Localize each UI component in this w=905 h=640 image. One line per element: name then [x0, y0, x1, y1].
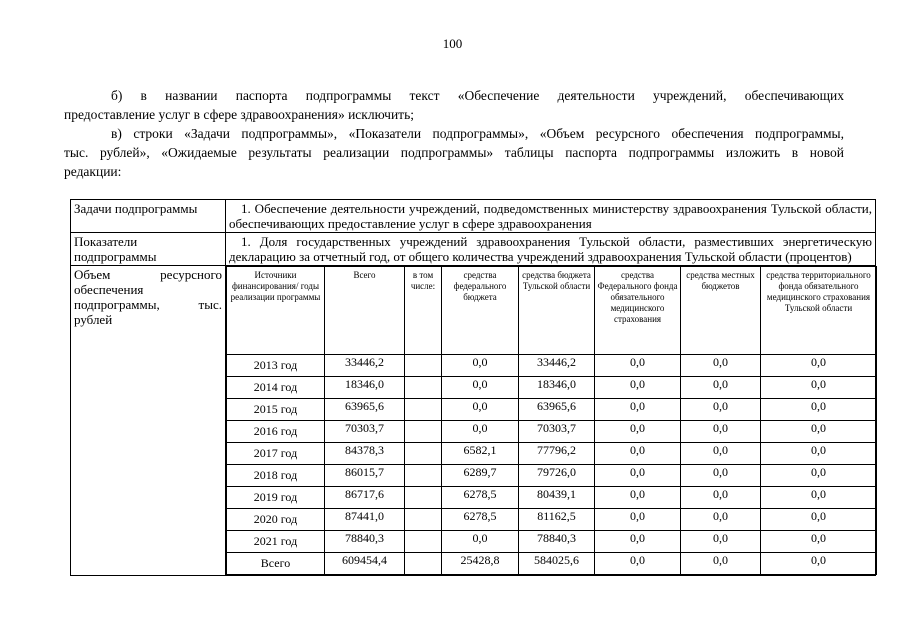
year-cell: 2018 год — [227, 465, 325, 487]
tasks-row — [71, 200, 876, 233]
tfoms-cell: 0,0 — [761, 443, 877, 465]
table-row — [227, 421, 877, 443]
regional-cell: 81162,5 — [519, 509, 595, 531]
regional-cell: 18346,0 — [519, 377, 595, 399]
empty-cell — [405, 355, 442, 377]
indicators-text: 1. Доля государственных учреждений здравоохранения Тульской области, разместивших энергетическую декларацию за отчетный год, от общего количества учреждений здравоохранения Тульской области (процентов) — [226, 233, 876, 266]
federal-cell: 0,0 — [442, 399, 519, 421]
total-cell: 33446,2 — [325, 355, 405, 377]
local-cell: 0,0 — [681, 355, 761, 377]
regional-cell: 70303,7 — [519, 421, 595, 443]
ffoms-cell: 0,0 — [595, 465, 681, 487]
header-federal-fund: средства Федерального фонда обязательного медицинского страхования — [595, 267, 681, 355]
header-territorial-fund: средства территориального фонда обязательного медицинского страхования Тульской области — [761, 267, 877, 355]
ffoms-cell: 0,0 — [595, 377, 681, 399]
tfoms-cell: 0,0 — [761, 465, 877, 487]
ffoms-cell: 0,0 — [595, 531, 681, 553]
paragraph-b-line-2: предоставление услуг в сфере здравоохранения» исключить; — [64, 107, 414, 122]
empty-cell — [405, 531, 442, 553]
year-cell: 2016 год — [227, 421, 325, 443]
indicators-row — [71, 233, 876, 266]
regional-cell: 78840,3 — [519, 531, 595, 553]
federal-cell: 0,0 — [442, 531, 519, 553]
resources-cell — [226, 266, 876, 576]
header-source: Источники финансирования/ годы реализации программы — [227, 267, 325, 355]
regional-cell: 63965,6 — [519, 399, 595, 421]
year-cell: 2017 год — [227, 443, 325, 465]
header-total: Всего — [325, 267, 405, 355]
header-local: средства местных бюджетов — [681, 267, 761, 355]
tfoms-cell: 0,0 — [761, 377, 877, 399]
regional-cell: 77796,2 — [519, 443, 595, 465]
year-cell: 2014 год — [227, 377, 325, 399]
resources-row — [71, 266, 876, 576]
paragraph-v-line-1: в) строки «Задачи подпрограммы», «Показатели подпрограммы», «Объем ресурсного обеспечения подпрограммы, — [111, 126, 844, 141]
paragraph-v-line-2: тыс. рублей», «Ожидаемые результаты реализации подпрограммы» таблицы паспорта подпрограммы изложить в новой — [64, 145, 844, 160]
ffoms-cell: 0,0 — [595, 399, 681, 421]
header-including: в том числе: — [405, 267, 442, 355]
year-cell: 2013 год — [227, 355, 325, 377]
regional-cell: 80439,1 — [519, 487, 595, 509]
federal-cell: 0,0 — [442, 355, 519, 377]
financing-table — [226, 266, 877, 575]
empty-cell — [405, 399, 442, 421]
empty-cell — [405, 465, 442, 487]
tfoms-cell: 0,0 — [761, 509, 877, 531]
paragraph-v — [64, 124, 844, 181]
local-cell: 0,0 — [681, 443, 761, 465]
local-cell: 0,0 — [681, 553, 761, 575]
paragraph-b — [64, 86, 844, 124]
table-row — [227, 377, 877, 399]
financing-body — [227, 355, 877, 575]
tfoms-cell: 0,0 — [761, 553, 877, 575]
ffoms-cell: 0,0 — [595, 421, 681, 443]
total-cell: 84378,3 — [325, 443, 405, 465]
page-number: 100 — [442, 36, 463, 51]
tfoms-cell: 0,0 — [761, 487, 877, 509]
ffoms-cell: 0,0 — [595, 553, 681, 575]
table-row — [227, 487, 877, 509]
total-cell: 86717,6 — [325, 487, 405, 509]
local-cell: 0,0 — [681, 399, 761, 421]
header-federal: средства федерального бюджета — [442, 267, 519, 355]
federal-cell: 0,0 — [442, 377, 519, 399]
year-cell: Всего — [227, 553, 325, 575]
empty-cell — [405, 509, 442, 531]
total-cell: 70303,7 — [325, 421, 405, 443]
tfoms-cell: 0,0 — [761, 531, 877, 553]
federal-cell: 6289,7 — [442, 465, 519, 487]
tfoms-cell: 0,0 — [761, 421, 877, 443]
federal-cell: 6278,5 — [442, 487, 519, 509]
total-cell: 86015,7 — [325, 465, 405, 487]
table-row — [227, 355, 877, 377]
total-cell: 87441,0 — [325, 509, 405, 531]
header-regional: средства бюджета Тульской области — [519, 267, 595, 355]
indicators-label: Показатели подпрограммы — [71, 233, 226, 266]
year-cell: 2021 год — [227, 531, 325, 553]
year-cell: 2020 год — [227, 509, 325, 531]
total-cell: 63965,6 — [325, 399, 405, 421]
federal-cell: 0,0 — [442, 421, 519, 443]
total-cell: 78840,3 — [325, 531, 405, 553]
table-row — [227, 465, 877, 487]
regional-cell: 584025,6 — [519, 553, 595, 575]
total-cell: 609454,4 — [325, 553, 405, 575]
federal-cell: 25428,8 — [442, 553, 519, 575]
empty-cell — [405, 443, 442, 465]
ffoms-cell: 0,0 — [595, 487, 681, 509]
year-cell: 2019 год — [227, 487, 325, 509]
table-row — [227, 443, 877, 465]
regional-cell: 79726,0 — [519, 465, 595, 487]
federal-cell: 6582,1 — [442, 443, 519, 465]
local-cell: 0,0 — [681, 531, 761, 553]
table-row — [227, 399, 877, 421]
local-cell: 0,0 — [681, 421, 761, 443]
tasks-text: 1. Обеспечение деятельности учреждений, подведомственных министерству здравоохранения Тульской области, обеспечивающих предоставление услуг в сфере здравоохранения — [226, 200, 876, 233]
ffoms-cell: 0,0 — [595, 443, 681, 465]
tasks-label: Задачи подпрограммы — [71, 200, 226, 233]
table-row-total — [227, 553, 877, 575]
empty-cell — [405, 553, 442, 575]
local-cell: 0,0 — [681, 509, 761, 531]
paragraph-v-line-3: редакции: — [64, 164, 122, 179]
total-cell: 18346,0 — [325, 377, 405, 399]
ffoms-cell: 0,0 — [595, 355, 681, 377]
empty-cell — [405, 487, 442, 509]
year-cell: 2015 год — [227, 399, 325, 421]
local-cell: 0,0 — [681, 487, 761, 509]
paragraph-b-line-1: б) в названии паспорта подпрограммы текст «Обеспечение деятельности учреждений, обеспечивающих — [111, 88, 844, 103]
regional-cell: 33446,2 — [519, 355, 595, 377]
empty-cell — [405, 377, 442, 399]
ffoms-cell: 0,0 — [595, 509, 681, 531]
local-cell: 0,0 — [681, 377, 761, 399]
federal-cell: 6278,5 — [442, 509, 519, 531]
tfoms-cell: 0,0 — [761, 355, 877, 377]
resources-label: Объем ресурсного обеспечения подпрограммы, тыс. рублей — [71, 266, 226, 576]
financing-header-row — [227, 267, 877, 355]
local-cell: 0,0 — [681, 465, 761, 487]
empty-cell — [405, 421, 442, 443]
passport-table — [70, 199, 876, 576]
tfoms-cell: 0,0 — [761, 399, 877, 421]
table-row — [227, 531, 877, 553]
table-row — [227, 509, 877, 531]
